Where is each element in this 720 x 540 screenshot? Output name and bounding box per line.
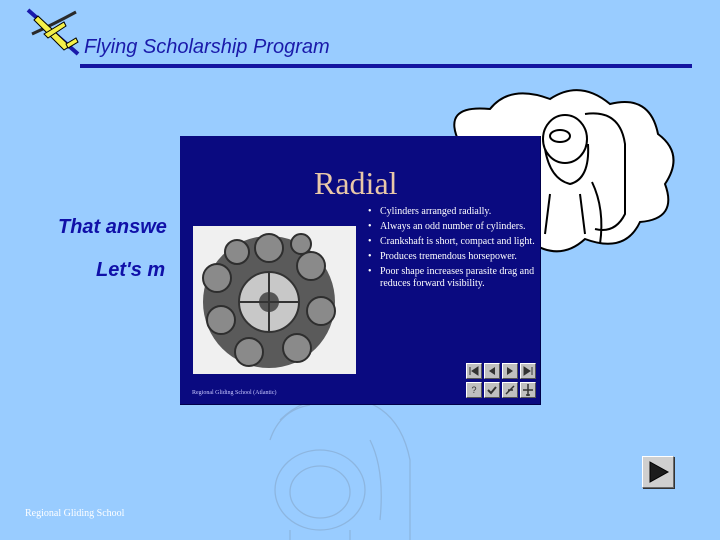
page-title: Flying Scholarship Program: [84, 36, 330, 58]
last-slide-button[interactable]: [520, 363, 536, 379]
help-button[interactable]: [466, 382, 482, 398]
previous-slide-button[interactable]: [484, 363, 500, 379]
check-button[interactable]: [484, 382, 500, 398]
first-slide-button[interactable]: [466, 363, 482, 379]
bullet-item: • Poor shape increases parasite drag and reduces forward visibility.: [366, 266, 536, 290]
bullet-item: • Crankshaft is short, compact and light.: [366, 236, 536, 248]
body-text-line-2: Let's m: [96, 259, 166, 281]
footer-text: Regional Gliding School: [25, 508, 125, 519]
radial-engine-photo: [193, 226, 356, 374]
last-icon: [521, 364, 535, 378]
next-page-button[interactable]: [642, 456, 674, 488]
slash-button[interactable]: [502, 382, 518, 398]
slide-title: Radial: [314, 165, 398, 201]
bullet-item: • Always an odd number of cylinders.: [366, 221, 536, 233]
check-icon: [485, 383, 499, 397]
previous-icon: [485, 364, 499, 378]
play-arrow-icon: [643, 457, 673, 487]
help-icon: ?: [471, 385, 477, 395]
plane-icon: [521, 383, 535, 397]
first-icon: [467, 364, 481, 378]
slash-icon: [503, 383, 517, 397]
radial-engine-icon: [193, 226, 356, 374]
bullet-item: • Cylinders arranged radially.: [366, 206, 536, 218]
logo-airplane-icon: [24, 4, 86, 62]
bullet-item: • Produces tremendous horsepower.: [366, 251, 536, 263]
next-icon: [503, 364, 517, 378]
body-text-line-1: That answe: [58, 216, 167, 238]
next-slide-button[interactable]: [502, 363, 518, 379]
plane-button[interactable]: [520, 382, 536, 398]
slide-footer-text: Regional Gliding School (Atlantic): [192, 390, 277, 396]
slide-bullet-list: [366, 206, 536, 293]
header-divider: [80, 64, 692, 68]
